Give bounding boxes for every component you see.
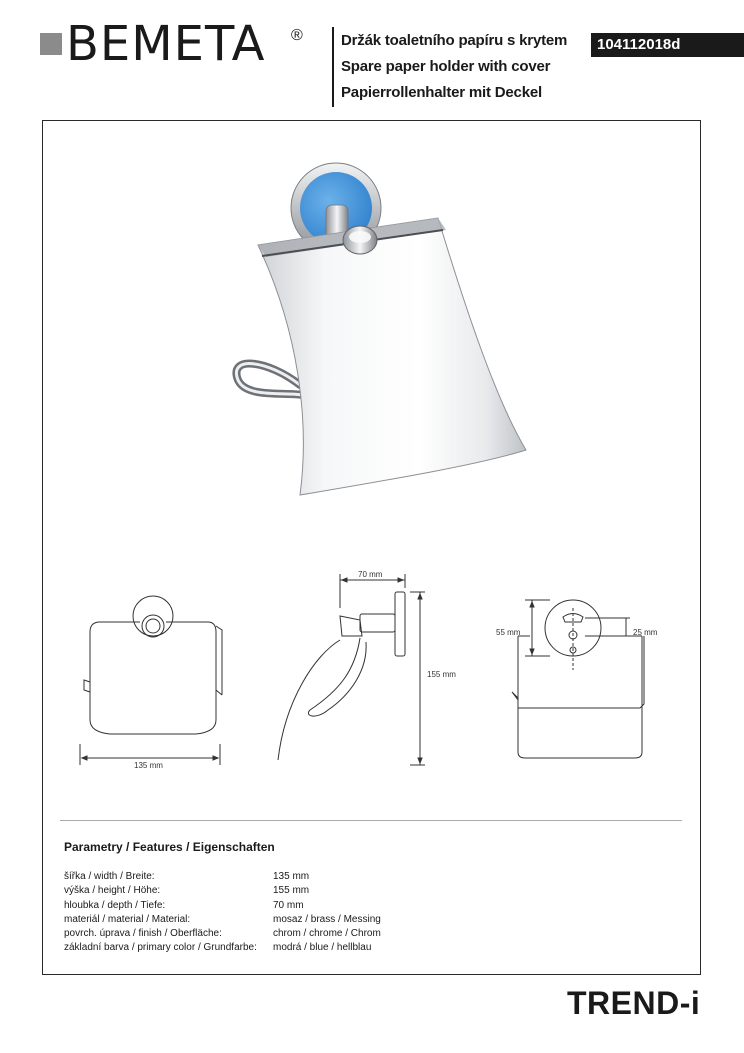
- product-title-en: Spare paper holder with cover: [341, 58, 551, 75]
- logo-square: [40, 33, 62, 55]
- rear-view-drawing: [512, 600, 644, 758]
- feature-row: [64, 913, 381, 927]
- feature-row: [64, 884, 381, 898]
- feature-value: 135 mm: [273, 871, 310, 882]
- dim-front-width: 135 mm: [134, 761, 163, 770]
- feature-row: [64, 870, 381, 884]
- product-titles: [341, 28, 567, 106]
- feature-label: povrch. úprava / finish / Oberfläche:: [64, 928, 222, 940]
- feature-value: mosaz / brass / Messing: [273, 913, 381, 925]
- side-view-drawing: [278, 574, 425, 765]
- feature-label: materiál / material / Material:: [64, 913, 191, 925]
- series-name: TREND-i: [567, 985, 701, 1021]
- feature-label: výška / height / Höhe:: [64, 885, 161, 897]
- dim-rear-offset: 25 mm: [633, 628, 658, 637]
- feature-value: chrom / chrome / Chrom: [273, 928, 381, 940]
- dim-rear-diameter: 55 mm: [496, 628, 521, 637]
- product-title-de: Papierrollenhalter mit Deckel: [341, 84, 542, 101]
- product-code-badge: 104112018d: [591, 33, 744, 57]
- registered-mark: ®: [291, 27, 303, 44]
- features-title: Parametry / Features / Eigenschaften: [64, 840, 275, 854]
- section-divider: [60, 820, 682, 821]
- brand-logo: BEMETA: [66, 16, 266, 72]
- title-divider: [332, 27, 334, 107]
- feature-value: 155 mm: [273, 885, 310, 897]
- technical-drawings: [70, 560, 690, 780]
- feature-label: hloubka / depth / Tiefe:: [64, 899, 166, 911]
- feature-label: základní barva / primary color / Grundfarbe:: [64, 942, 257, 954]
- feature-row: [64, 899, 381, 913]
- dim-side-depth: 70 mm: [358, 570, 383, 579]
- feature-row: [64, 941, 381, 955]
- feature-value: 70 mm: [273, 899, 304, 911]
- features-table: [64, 870, 381, 956]
- feature-row: [64, 927, 381, 941]
- dim-side-height: 155 mm: [427, 670, 456, 679]
- product-image: [228, 160, 528, 505]
- feature-value: modrá / blue / hellblau: [273, 942, 372, 954]
- feature-label: šířka / width / Breite:: [64, 871, 155, 882]
- front-view-drawing: [80, 596, 222, 765]
- product-title-cs: Držák toaletního papíru s krytem: [341, 32, 568, 49]
